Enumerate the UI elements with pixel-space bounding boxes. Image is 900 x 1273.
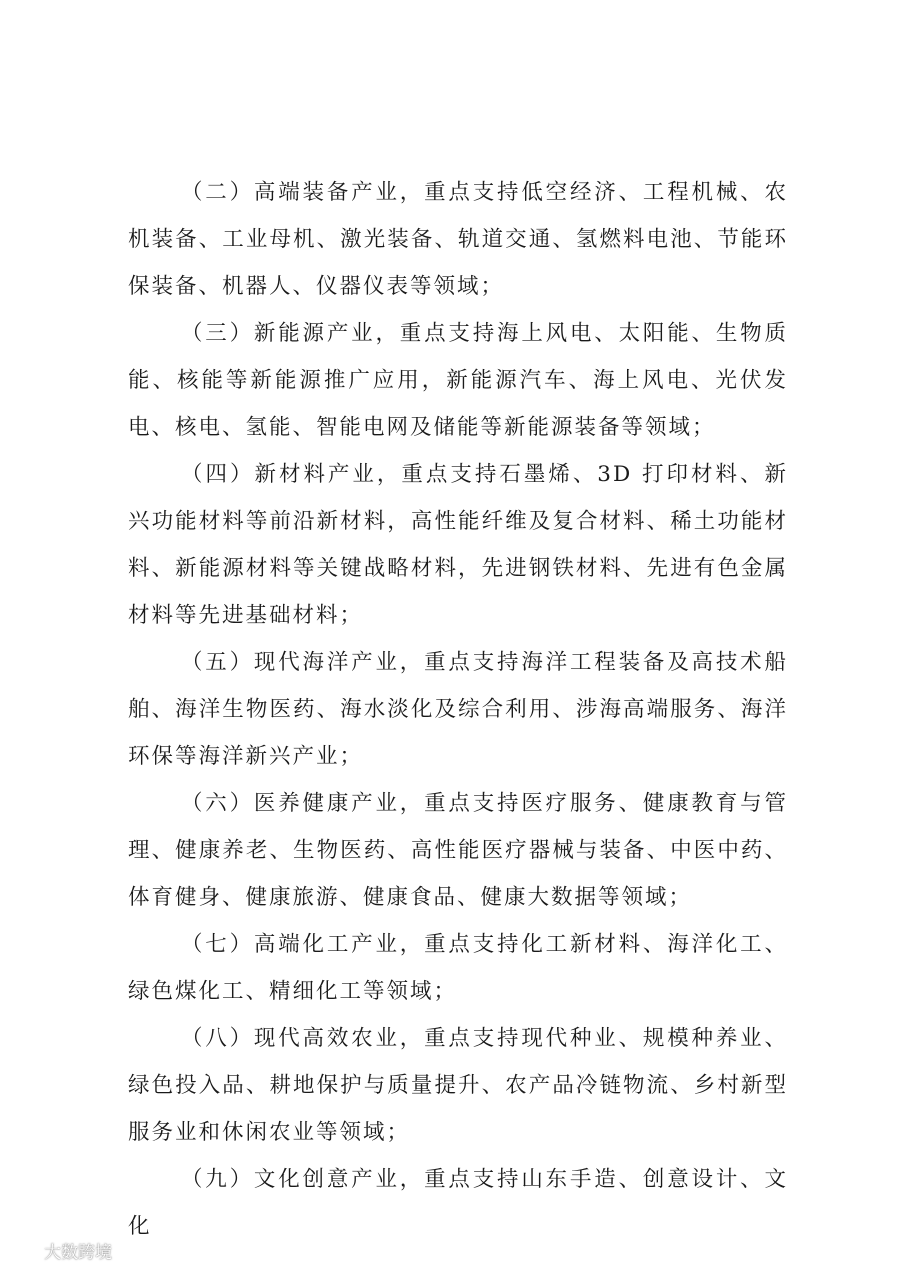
paragraph-new-energy: （三）新能源产业，重点支持海上风电、太阳能、生物质能、核能等新能源推广应用，新能源汽车、海上风电、光伏发电、核电、氢能、智能电网及储能等新能源装备等领域； [128,321,788,440]
watermark-text: 大数跨境 [44,1243,112,1263]
paragraph-cultural-creative: （九）文化创意产业，重点支持山东手造、创意设计、文化 [128,1167,788,1239]
paragraph-marine-industry: （五）现代海洋产业，重点支持海洋工程装备及高技术船舶、海洋生物医药、海水淡化及综合利用、涉海高端服务、海洋环保等海洋新兴产业； [128,650,788,769]
paragraph-health-industry: （六）医养健康产业，重点支持医疗服务、健康教育与管理、健康养老、生物医药、高性能医疗器械与装备、中医中药、体育健身、健康旅游、健康食品、健康大数据等领域； [128,791,788,910]
paragraph-modern-agriculture: （八）现代高效农业，重点支持现代种业、规模种养业、绿色投入品、耕地保护与质量提升、农产品冷链物流、乡村新型服务业和休闲农业等领域； [128,1026,788,1145]
paragraph-new-materials: （四）新材料产业，重点支持石墨烯、3D 打印材料、新兴功能材料等前沿新材料，高性能纤维及复合材料、稀土功能材料、新能源材料等关键战略材料，先进钢铁材料、先进有色金属材料等先进基础材料； [128,462,788,628]
watermark [14,1238,112,1263]
paragraph-chemical-industry: （七）高端化工产业，重点支持化工新材料、海洋化工、绿色煤化工、精细化工等领域； [128,932,788,1004]
document-body [128,169,788,1250]
chat-bubble-logo-icon [14,1241,40,1261]
paragraph-high-end-equipment: （二）高端装备产业，重点支持低空经济、工程机械、农机装备、工业母机、激光装备、轨道交通、氢燃料电池、节能环保装备、机器人、仪器仪表等领域； [128,180,788,299]
